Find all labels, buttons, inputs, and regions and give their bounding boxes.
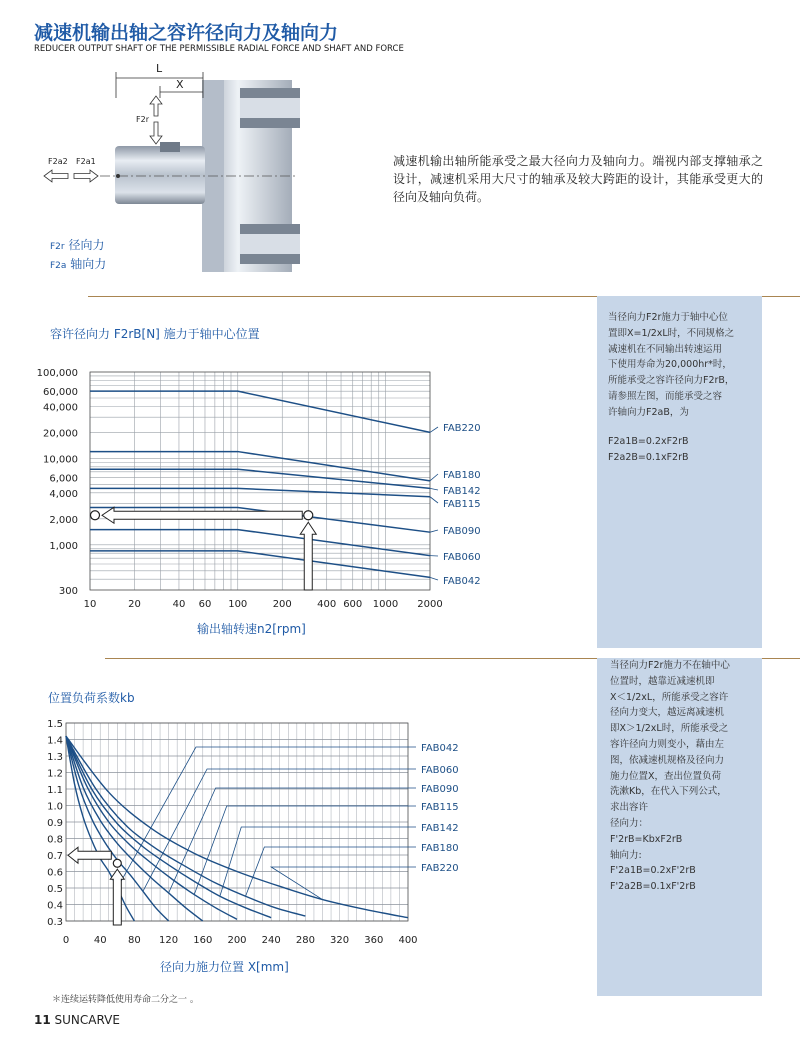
y-tick-label: 300 xyxy=(58,586,78,597)
y-tick-label: 6,000 xyxy=(49,473,78,485)
x-tick-label: 600 xyxy=(343,599,363,610)
x-tick-label: 280 xyxy=(295,935,315,946)
radial-force-label: F2r xyxy=(136,115,149,124)
axial-force-1-label: F2a1 xyxy=(76,157,96,166)
legend-axial-symbol: F2a xyxy=(50,261,67,271)
x-tick-label: 160 xyxy=(193,935,213,946)
series-label: FAB142 xyxy=(443,486,481,497)
x-tick-label: 100 xyxy=(228,599,248,610)
formula-axial-2: F2a2B=0.1xF2rB xyxy=(608,451,689,463)
y-tick-label: 1.0 xyxy=(47,801,63,813)
y-tick-label: 0.9 xyxy=(47,818,63,829)
y-tick-label: 100,000 xyxy=(36,368,78,379)
y-tick-label: 0.5 xyxy=(47,884,63,895)
legend-radial xyxy=(50,236,104,253)
footnote: ＊连续运转降低使用寿命二分之一 。 xyxy=(52,995,199,1005)
example-read-point xyxy=(91,511,100,520)
page-number: 11 xyxy=(34,1013,51,1027)
sidebar2-line: 施力位置X，查出位置负荷 xyxy=(610,770,722,782)
y-tick-label: 1,000 xyxy=(49,540,78,552)
example-left-arrow xyxy=(68,847,111,863)
example-left-arrow xyxy=(102,507,302,523)
x-tick-label: 400 xyxy=(317,599,337,610)
series-label: FAB115 xyxy=(443,499,481,510)
sidebar1-line: 下使用寿命为20,000hr*时， xyxy=(608,359,732,371)
sidebar2-line: 洗漱Kb，在代入下列公式， xyxy=(610,786,727,798)
series-label: FAB060 xyxy=(443,552,481,563)
sidebar2-line: 容许径向力则变小，藉由左 xyxy=(610,738,725,750)
sidebar2-line: 轴向力: xyxy=(610,849,642,861)
series-label-leader xyxy=(271,867,416,900)
page-title: 减速机输出轴之容许径向力及轴向力 xyxy=(34,22,339,44)
sidebar2-line: X＜1/2xL，所能承受之容许 xyxy=(610,691,729,703)
series-label: FAB180 xyxy=(421,843,459,854)
sidebar2-line: F'2a1B=0.2xF'2rB xyxy=(610,865,696,877)
series-label: FAB090 xyxy=(421,784,459,795)
sidebar2-line: 位置时，越靠近减速机即 xyxy=(610,675,715,687)
series-label: FAB220 xyxy=(421,863,459,874)
x-tick-label: 200 xyxy=(227,935,247,946)
radial-force-chart xyxy=(0,360,597,640)
example-up-arrow xyxy=(300,522,316,590)
x-tick-label: 2000 xyxy=(417,599,443,610)
sidebar1-line: 置即X=1/2xL时，不同规格之 xyxy=(608,327,735,339)
y-tick-label: 60,000 xyxy=(43,387,78,399)
x-tick-label: 40 xyxy=(93,935,107,946)
dimension-X-label: X xyxy=(176,78,184,91)
legend-radial-text: 径向力 xyxy=(68,238,105,252)
series-label-leader xyxy=(143,769,416,891)
sidebar2-line: 图，依减速机规格及径向力 xyxy=(610,754,725,766)
series-label: FAB090 xyxy=(443,526,481,537)
y-tick-label: 1.4 xyxy=(47,735,63,747)
dimension-L-label: L xyxy=(156,62,163,75)
series-label: FAB042 xyxy=(443,576,481,587)
x-tick-label: 320 xyxy=(330,935,350,946)
brand-name: SUNCARVE xyxy=(54,1013,120,1027)
x-tick-label: 80 xyxy=(128,935,141,946)
x-tick-label: 0 xyxy=(62,935,70,946)
series-label: FAB180 xyxy=(443,470,481,481)
example-point xyxy=(304,511,313,520)
legend-radial-symbol: F2r xyxy=(50,242,65,252)
chart1-x-axis-label: 输出轴转速n2[rpm] xyxy=(197,622,306,636)
sidebar1-line: 当径向力F2r施力于轴中心位 xyxy=(608,312,728,323)
legend-axial-text: 轴向力 xyxy=(70,257,107,271)
x-tick-label: 20 xyxy=(128,599,141,610)
series-label-leader xyxy=(430,530,438,532)
x-tick-label: 360 xyxy=(364,935,384,946)
x-tick-label: 200 xyxy=(272,599,292,610)
y-tick-label: 0.4 xyxy=(47,900,63,912)
series-label: FAB060 xyxy=(421,765,459,776)
chart1-title: 容许径向力 F2rB[N] 施力于轴中心位置 xyxy=(50,327,260,341)
intro-paragraph: 减速机输出轴所能承受之最大径向力及轴向力。端视内部支撑轴承之设计，减速机采用大尺寸的轴承及较大跨距的设计，其能承受更大的径向及轴向负荷。 xyxy=(393,154,763,204)
series-label-leader xyxy=(430,427,438,432)
chart2-title: 位置负荷系数kb xyxy=(48,691,135,705)
series-label: FAB042 xyxy=(421,743,459,754)
sidebar1-line: 许轴向力F2aB，为 xyxy=(608,406,689,418)
sidebar1-line: 所能承受之容许径向力F2rB， xyxy=(608,375,735,387)
y-tick-label: 0.7 xyxy=(47,851,63,862)
sidebar2-line: 当径向力F2r施力不在轴中心 xyxy=(610,660,730,671)
x-tick-label: 120 xyxy=(159,935,179,946)
y-tick-label: 2,000 xyxy=(49,514,78,526)
sidebar2-line: 径向力变大，越远离减速机 xyxy=(610,707,725,719)
page-subtitle: REDUCER OUTPUT SHAFT OF THE PERMISSIBLE RADIAL FORCE AND SHAFT AND FORCE xyxy=(34,44,404,54)
page-footer xyxy=(34,1013,120,1027)
series-label-leader xyxy=(430,488,438,490)
sidebar1-line: 减速机在不同输出转速运用 xyxy=(608,343,723,355)
y-tick-label: 1.5 xyxy=(47,719,63,730)
series-label-leader xyxy=(430,577,438,580)
series-label: FAB142 xyxy=(421,823,459,834)
chart2-x-axis-label: 径向力施力位置 X[mm] xyxy=(160,960,289,974)
x-tick-label: 10 xyxy=(83,599,97,610)
axial-force-2-label: F2a2 xyxy=(48,157,68,166)
y-tick-label: 40,000 xyxy=(43,402,78,414)
y-tick-label: 1.1 xyxy=(47,785,63,796)
x-tick-label: 240 xyxy=(261,935,281,946)
sidebar-text-1 xyxy=(608,310,758,421)
y-tick-label: 0.3 xyxy=(47,917,63,928)
y-tick-label: 10,000 xyxy=(43,454,78,466)
sidebar2-line: 径向力： xyxy=(610,817,649,829)
series-label-leader xyxy=(194,806,416,895)
sidebar2-line: F'2a2B=0.1xF'2rB xyxy=(610,881,696,893)
x-tick-label: 400 xyxy=(398,935,418,946)
series-label: FAB115 xyxy=(421,802,459,813)
sidebar2-line: 求出容许 xyxy=(610,802,649,814)
x-tick-label: 60 xyxy=(198,599,212,610)
x-tick-label: 1000 xyxy=(372,599,399,610)
series-label-leader xyxy=(430,497,438,503)
sidebar2-line: 即X＞1/2xL时，所能承受之 xyxy=(610,723,729,735)
sidebar2-line: F'2rB=KbxF2rB xyxy=(610,833,683,845)
sidebar-formulas-1 xyxy=(608,434,758,466)
sidebar1-line: 请参照左图，而能承受之容 xyxy=(608,390,723,402)
y-tick-label: 1.3 xyxy=(47,752,63,763)
y-tick-label: 1.2 xyxy=(47,768,63,780)
series-label-leader xyxy=(430,474,438,481)
y-tick-label: 0.6 xyxy=(47,867,63,879)
legend-axial xyxy=(50,255,106,272)
formula-axial-1: F2a1B=0.2xF2rB xyxy=(608,436,689,447)
y-tick-label: 20,000 xyxy=(43,428,78,440)
y-tick-label: 4,000 xyxy=(49,488,78,500)
series-label: FAB220 xyxy=(443,423,481,434)
sidebar-text-2 xyxy=(610,658,760,895)
y-tick-label: 0.8 xyxy=(47,834,63,846)
example-point xyxy=(113,859,121,867)
x-tick-label: 40 xyxy=(172,599,186,610)
position-factor-chart xyxy=(0,715,597,950)
